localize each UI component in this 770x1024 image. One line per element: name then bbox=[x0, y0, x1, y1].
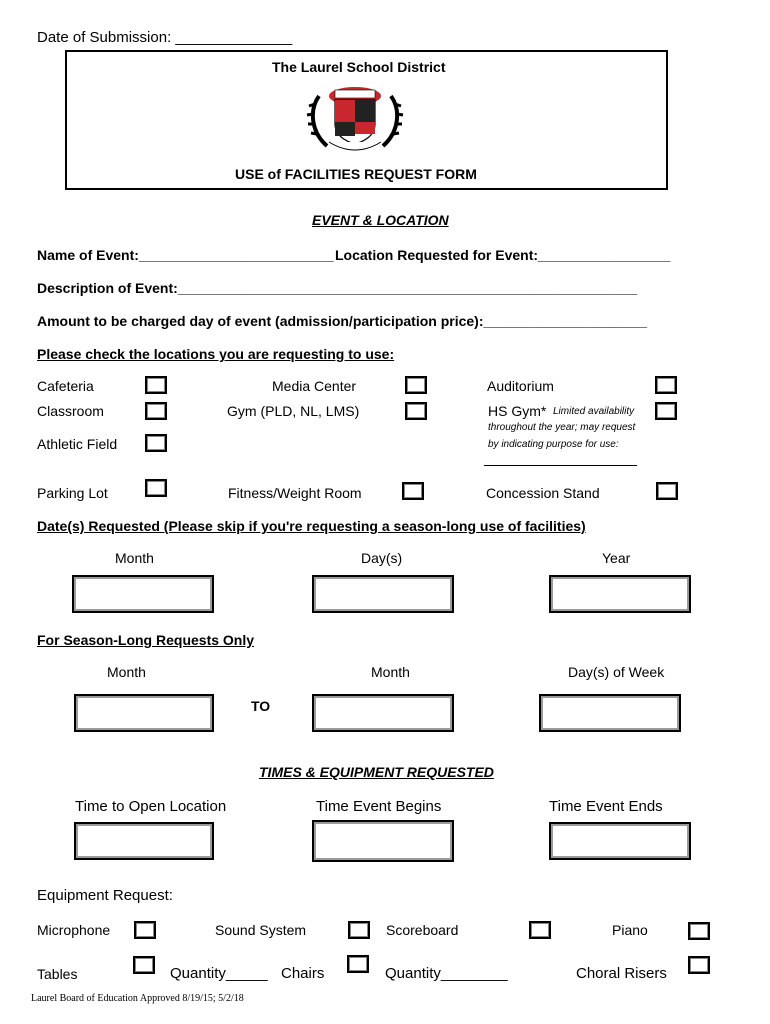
sound-system-label: Sound System bbox=[215, 922, 307, 938]
footer-approval-note: Laurel Board of Education Approved 8/19/15; 5/2/18 bbox=[31, 993, 244, 1004]
season-month-to-input[interactable] bbox=[312, 694, 454, 732]
fitness-room-label: Fitness/Weight Room bbox=[228, 485, 362, 501]
hs-gym-note-3: by indicating purpose for use: bbox=[488, 439, 619, 450]
dates-requested-heading: Date(s) Requested (Please skip if you're requesting a season-long use of facilities) bbox=[37, 518, 586, 534]
cafeteria-checkbox[interactable] bbox=[145, 376, 167, 394]
description-of-event-field[interactable]: Description of Event:___________________________________________________________ bbox=[37, 280, 638, 296]
dates-year-input[interactable] bbox=[549, 575, 691, 613]
microphone-checkbox[interactable] bbox=[134, 921, 156, 939]
gym-checkbox[interactable] bbox=[405, 402, 427, 420]
tables-label: Tables bbox=[37, 966, 78, 982]
chairs-quantity-field[interactable]: Quantity________ bbox=[385, 965, 508, 982]
season-long-heading: For Season-Long Requests Only bbox=[37, 632, 255, 648]
parking-lot-checkbox[interactable] bbox=[145, 479, 167, 497]
media-center-checkbox[interactable] bbox=[405, 376, 427, 394]
section-times-equipment: TIMES & EQUIPMENT REQUESTED bbox=[259, 764, 494, 780]
chairs-checkbox[interactable] bbox=[347, 955, 369, 973]
dates-days-input[interactable] bbox=[312, 575, 454, 613]
athletic-field-checkbox[interactable] bbox=[145, 434, 167, 452]
season-days-of-week-input[interactable] bbox=[539, 694, 681, 732]
fitness-room-checkbox[interactable] bbox=[402, 482, 424, 500]
cafeteria-label: Cafeteria bbox=[37, 378, 94, 394]
concession-stand-label: Concession Stand bbox=[486, 485, 600, 501]
time-begins-label: Time Event Begins bbox=[316, 798, 442, 815]
dates-year-label: Year bbox=[602, 550, 631, 566]
athletic-field-label: Athletic Field bbox=[37, 436, 118, 452]
time-open-label: Time to Open Location bbox=[75, 798, 227, 815]
time-ends-input[interactable] bbox=[549, 822, 691, 860]
hs-gym-checkbox[interactable] bbox=[655, 402, 677, 420]
chairs-label: Chairs bbox=[281, 965, 325, 982]
hs-gym-label: HS Gym* bbox=[488, 403, 547, 419]
auditorium-checkbox[interactable] bbox=[655, 376, 677, 394]
check-locations-heading: Please check the locations you are requesting to use: bbox=[37, 346, 395, 362]
amount-charged-field[interactable]: Amount to be charged day of event (admission/participation price):_____________________ bbox=[37, 313, 648, 329]
scoreboard-label: Scoreboard bbox=[386, 922, 459, 938]
tables-checkbox[interactable] bbox=[133, 956, 155, 974]
name-of-event-field[interactable]: Name of Event:_________________________ bbox=[37, 247, 334, 263]
hs-gym-note-2: throughout the year; may request bbox=[488, 422, 636, 433]
date-of-submission-label: Date of Submission: ______________ bbox=[37, 29, 293, 46]
sound-system-checkbox[interactable] bbox=[348, 921, 370, 939]
piano-checkbox[interactable] bbox=[688, 922, 710, 940]
form-title: USE of FACILITIES REQUEST FORM bbox=[235, 166, 477, 182]
season-month-to-label: Month bbox=[371, 664, 410, 680]
time-open-input[interactable] bbox=[74, 822, 214, 860]
location-requested-field[interactable]: Location Requested for Event:_________________ bbox=[335, 247, 671, 263]
time-begins-input[interactable] bbox=[312, 820, 454, 862]
classroom-label: Classroom bbox=[37, 403, 104, 419]
equipment-request-label: Equipment Request: bbox=[37, 887, 173, 904]
scoreboard-checkbox[interactable] bbox=[529, 921, 551, 939]
auditorium-label: Auditorium bbox=[487, 378, 554, 394]
season-month-from-input[interactable] bbox=[74, 694, 214, 732]
hs-gym-note-1: Limited availability bbox=[553, 406, 635, 417]
time-ends-label: Time Event Ends bbox=[549, 798, 663, 815]
media-center-label: Media Center bbox=[272, 378, 357, 394]
classroom-checkbox[interactable] bbox=[145, 402, 167, 420]
microphone-label: Microphone bbox=[37, 922, 111, 938]
district-seal-logo bbox=[305, 80, 405, 160]
choral-risers-checkbox[interactable] bbox=[688, 956, 710, 974]
season-days-of-week-label: Day(s) of Week bbox=[568, 664, 665, 680]
to-label: TO bbox=[251, 698, 271, 714]
choral-risers-label: Choral Risers bbox=[576, 965, 667, 982]
hs-gym-purpose-line[interactable] bbox=[484, 465, 637, 466]
gym-label: Gym (PLD, NL, LMS) bbox=[227, 403, 360, 419]
parking-lot-label: Parking Lot bbox=[37, 485, 108, 501]
district-name: The Laurel School District bbox=[272, 59, 446, 75]
dates-days-label: Day(s) bbox=[361, 550, 403, 566]
section-event-location: EVENT & LOCATION bbox=[312, 212, 449, 228]
dates-month-label: Month bbox=[115, 550, 154, 566]
concession-stand-checkbox[interactable] bbox=[656, 482, 678, 500]
dates-month-input[interactable] bbox=[72, 575, 214, 613]
tables-quantity-field[interactable]: Quantity_____ bbox=[170, 965, 268, 982]
season-month-from-label: Month bbox=[107, 664, 146, 680]
piano-label: Piano bbox=[612, 922, 648, 938]
